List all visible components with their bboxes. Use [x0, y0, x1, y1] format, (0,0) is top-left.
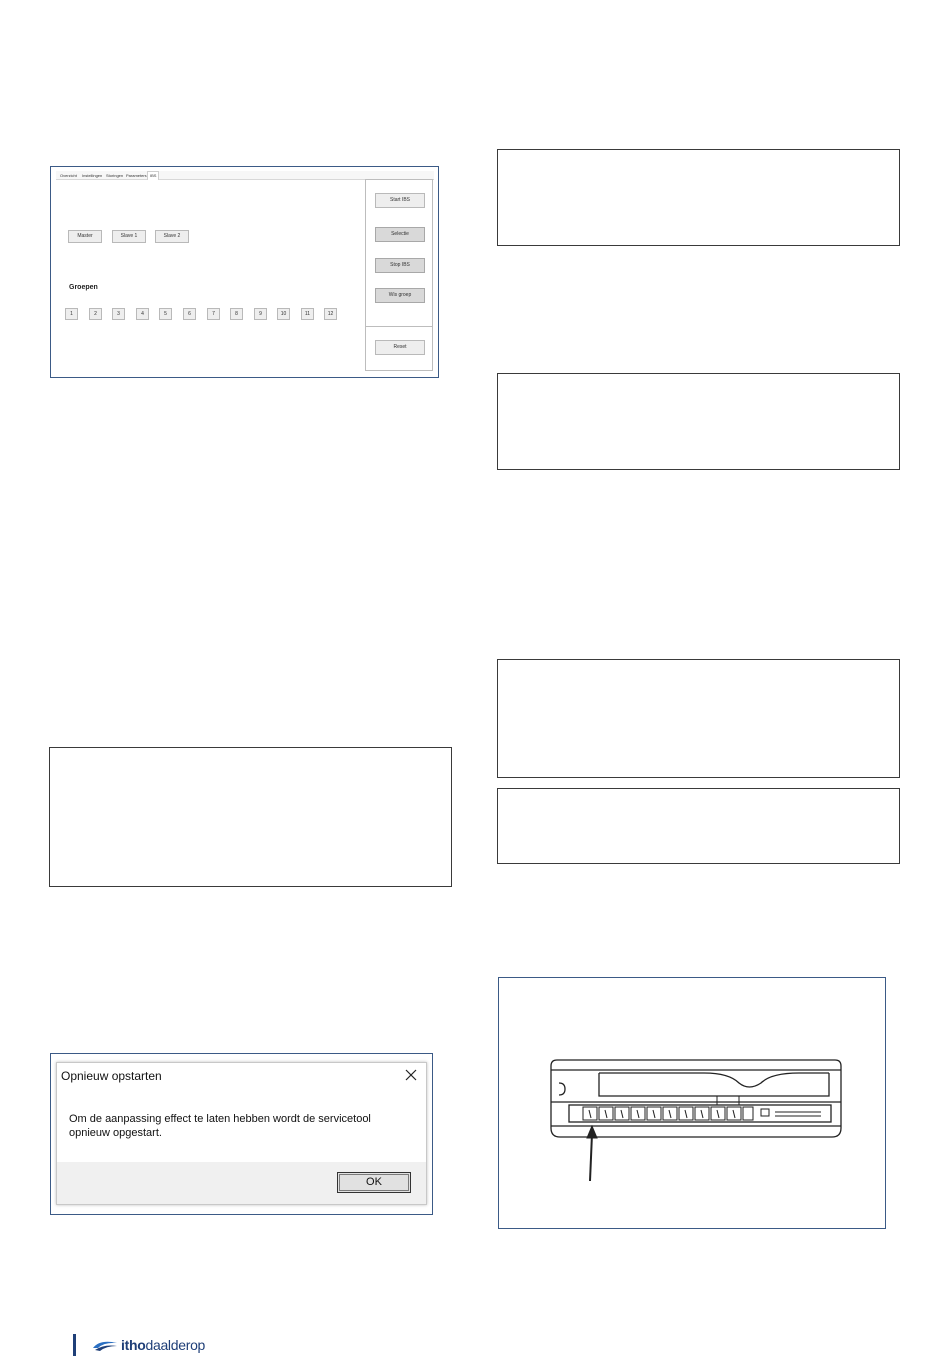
groups-label: Groepen	[69, 284, 98, 291]
restart-dialog	[56, 1062, 427, 1205]
tab-overzicht[interactable]: Overzicht	[60, 173, 77, 178]
tab-parameters[interactable]: Parameters	[126, 173, 147, 178]
group-button[interactable]: 2	[89, 308, 102, 320]
group-button[interactable]: 7	[207, 308, 220, 320]
wis-groep-button[interactable]: Wis groep	[375, 288, 425, 303]
dialog-title: Opnieuw opstarten	[61, 1069, 162, 1083]
selectie-button[interactable]: Selectie	[375, 227, 425, 242]
master-button[interactable]: Master	[68, 230, 102, 243]
group-button[interactable]: 1	[65, 308, 78, 320]
device-illustration	[498, 977, 886, 1229]
text-frame-5	[49, 747, 452, 887]
tab-instellingen[interactable]: Instellingen	[82, 173, 103, 178]
ok-button[interactable]: OK	[337, 1172, 411, 1193]
slave-1-button[interactable]: Slave 1	[112, 230, 146, 243]
tab-storingen[interactable]: Storingen	[106, 173, 124, 178]
close-icon[interactable]	[403, 1067, 419, 1083]
group-button[interactable]: 11	[301, 308, 314, 320]
text-frame-2	[497, 373, 900, 470]
start-ibs-button[interactable]: Start IBS	[375, 193, 425, 208]
brand-logo	[92, 1336, 232, 1356]
group-button[interactable]: 12	[324, 308, 337, 320]
slave-2-button[interactable]: Slave 2	[155, 230, 189, 243]
group-button[interactable]: 10	[277, 308, 290, 320]
brand-name: ithodaalderop	[121, 1337, 206, 1353]
group-button[interactable]: 3	[112, 308, 125, 320]
text-frame-4	[497, 788, 900, 864]
text-frame-1	[497, 149, 900, 246]
group-button[interactable]: 9	[254, 308, 267, 320]
text-frame-3	[497, 659, 900, 778]
footer-accent-bar	[73, 1334, 76, 1356]
restart-dialog-screenshot	[50, 1053, 433, 1215]
brand-mark-icon	[92, 1336, 118, 1356]
controller-unit-drawing	[499, 978, 885, 1228]
dialog-footer	[57, 1162, 426, 1204]
group-button[interactable]: 5	[159, 308, 172, 320]
tab-ibs[interactable]: IBS	[147, 171, 159, 180]
dialog-message: Om de aanpassing effect te laten hebben wordt de servicetool opnieuw opgestart.	[69, 1113, 371, 1139]
reset-button[interactable]: Reset	[375, 340, 425, 355]
group-button[interactable]: 6	[183, 308, 196, 320]
ibs-screenshot	[50, 166, 439, 378]
action-panel	[365, 179, 433, 371]
group-button[interactable]: 4	[136, 308, 149, 320]
stop-ibs-button[interactable]: Stop IBS	[375, 258, 425, 273]
group-button[interactable]: 8	[230, 308, 243, 320]
panel-divider	[366, 326, 432, 327]
